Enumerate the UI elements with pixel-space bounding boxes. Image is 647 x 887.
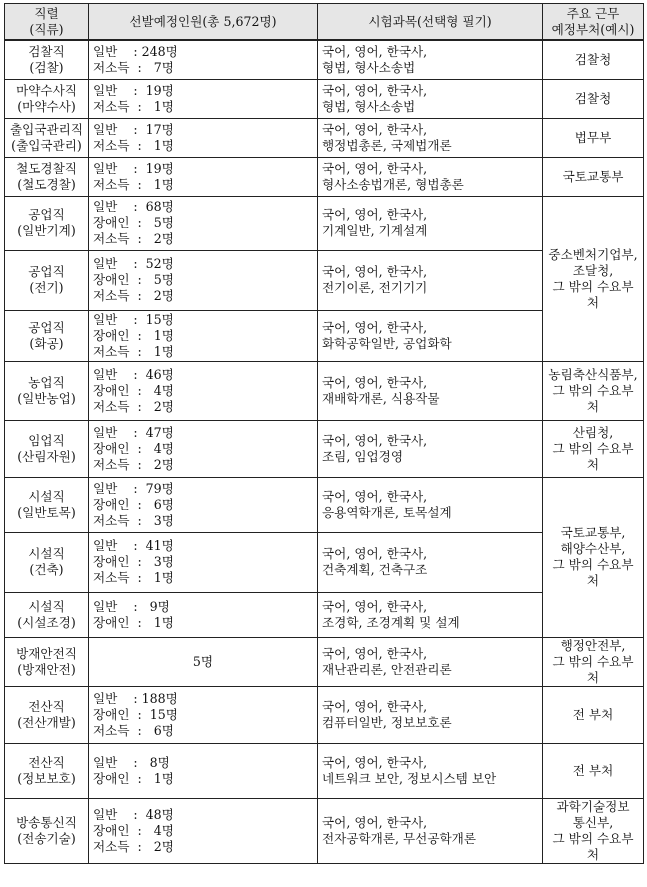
position-line: 공업직 bbox=[28, 264, 65, 279]
quota-line: 장애인 : 3명 bbox=[93, 554, 174, 569]
department-cell bbox=[543, 637, 644, 686]
quota-line: 일반 : 17명 bbox=[93, 121, 174, 137]
subjects-line: 형법, 형사소송법 bbox=[322, 98, 416, 114]
position-line: 공업직 bbox=[28, 207, 65, 222]
subjects-line: 국어, 영어, 한국사, bbox=[322, 645, 428, 661]
quota-cell bbox=[89, 477, 318, 532]
position-line: (마약수사) bbox=[17, 98, 76, 114]
quota-cell bbox=[89, 637, 318, 686]
department-line: 전 부처 bbox=[572, 706, 614, 722]
department-cell bbox=[543, 118, 644, 157]
subjects-line: 재난관리론, 안전관리론 bbox=[322, 661, 452, 677]
position-cell bbox=[5, 361, 89, 420]
subjects-line: 국어, 영어, 한국사, bbox=[322, 488, 428, 504]
department-line: 행정안전부, bbox=[560, 637, 626, 653]
quota-line: 장애인 : 4명 bbox=[93, 822, 174, 838]
subjects-line: 기계일반, 기계설계 bbox=[322, 223, 428, 238]
subjects-cell bbox=[318, 532, 543, 592]
quota-line: 저소득 : 1명 bbox=[93, 343, 174, 359]
subjects-line: 국어, 영어, 한국사, bbox=[322, 698, 428, 714]
department-line: 농림축산식품부, bbox=[548, 366, 638, 382]
subjects-line: 형사소송법개론, 형법총론 bbox=[322, 176, 464, 192]
position-line: (전기) bbox=[29, 280, 64, 295]
department-cell bbox=[543, 798, 644, 863]
position-line: (철도경찰) bbox=[17, 176, 76, 192]
exam-table bbox=[4, 3, 644, 864]
quota-line: 장애인 : 15명 bbox=[93, 706, 178, 722]
position-line: (일반농업) bbox=[17, 390, 76, 406]
table-row bbox=[5, 79, 644, 118]
subjects-line: 응용역학개론, 토목설계 bbox=[322, 504, 452, 520]
position-line: (검찰) bbox=[29, 59, 64, 75]
header-subjects bbox=[318, 4, 543, 41]
header-department-line: 주요 근무 bbox=[566, 5, 620, 21]
quota-line: 일반 : 15명 bbox=[93, 311, 174, 327]
position-line: (시설조경) bbox=[17, 614, 76, 630]
quota-line: 저소득 : 3명 bbox=[93, 512, 174, 528]
quota-cell bbox=[89, 40, 318, 79]
subjects-line: 국어, 영어, 한국사, bbox=[322, 160, 428, 176]
quota-cell bbox=[89, 532, 318, 592]
department-line: 해양수산부, bbox=[560, 541, 626, 556]
subjects-line: 건축계획, 건축구조 bbox=[322, 562, 428, 577]
subjects-cell bbox=[318, 79, 543, 118]
header-position bbox=[5, 4, 89, 41]
header-position-line: 직렬 bbox=[34, 5, 59, 21]
quota-line: 일반 : 68명 bbox=[93, 199, 174, 214]
subjects-line: 국어, 영어, 한국사, bbox=[322, 207, 428, 222]
subjects-cell bbox=[318, 40, 543, 79]
quota-cell bbox=[89, 798, 318, 863]
position-line: (일반토목) bbox=[17, 504, 76, 520]
position-line: (화공) bbox=[29, 335, 64, 351]
quota-line: 저소득 : 2명 bbox=[93, 231, 174, 246]
department-line: 검찰청 bbox=[574, 51, 612, 67]
department-line: 그 밖의 수요부처 bbox=[552, 830, 634, 862]
quota-line: 일반 : 188명 bbox=[93, 690, 178, 706]
quota-line: 저소득 : 2명 bbox=[93, 398, 174, 414]
department-cell bbox=[543, 79, 644, 118]
position-cell bbox=[5, 196, 89, 250]
quota-line: 장애인 : 5명 bbox=[93, 272, 174, 287]
subjects-line: 국어, 영어, 한국사, bbox=[322, 432, 428, 448]
subjects-cell bbox=[318, 361, 543, 420]
quota-line: 일반 : 52명 bbox=[93, 256, 174, 271]
quota-line: 저소득 : 1명 bbox=[93, 570, 174, 585]
table-row bbox=[5, 637, 644, 686]
header-quota-line: 선발예정인원(총 5,672명) bbox=[129, 13, 277, 29]
position-line: (방재안전) bbox=[17, 661, 76, 677]
position-line: 전산직 bbox=[28, 754, 65, 770]
position-line: 시설직 bbox=[28, 598, 65, 614]
position-line: (산림자원) bbox=[17, 448, 76, 464]
quota-line: 일반 : 79명 bbox=[93, 480, 174, 496]
position-cell bbox=[5, 798, 89, 863]
header-quota bbox=[89, 4, 318, 41]
position-line: 철도경찰직 bbox=[16, 160, 77, 176]
quota-line: 저소득 : 2명 bbox=[93, 288, 174, 303]
quota-cell bbox=[89, 686, 318, 743]
quota-line: 저소득 : 1명 bbox=[93, 176, 174, 192]
table-row bbox=[5, 40, 644, 79]
quota-line: 장애인 : 6명 bbox=[93, 496, 174, 512]
position-line: 시설직 bbox=[28, 488, 65, 504]
table-row bbox=[5, 743, 644, 798]
quota-line: 저소득 : 7명 bbox=[93, 59, 174, 75]
quota-line: 장애인 : 1명 bbox=[93, 770, 174, 786]
position-cell bbox=[5, 477, 89, 532]
subjects-line: 국어, 영어, 한국사, bbox=[322, 319, 428, 335]
department-cell bbox=[543, 196, 644, 361]
department-cell bbox=[543, 361, 644, 420]
position-cell bbox=[5, 40, 89, 79]
quota-line: 일반 : 19명 bbox=[93, 160, 174, 176]
table-row bbox=[5, 118, 644, 157]
department-cell bbox=[543, 743, 644, 798]
position-cell bbox=[5, 310, 89, 361]
subjects-cell bbox=[318, 310, 543, 361]
quota-line: 장애인 : 5명 bbox=[93, 215, 174, 230]
department-line: 검찰청 bbox=[574, 90, 612, 106]
subjects-line: 국어, 영어, 한국사, bbox=[322, 374, 428, 390]
quota-line: 5명 bbox=[192, 653, 214, 669]
position-cell bbox=[5, 250, 89, 310]
quota-line: 일반 : 19명 bbox=[93, 82, 174, 98]
quota-line: 저소득 : 2명 bbox=[93, 838, 174, 854]
position-line: 전산직 bbox=[28, 698, 65, 714]
subjects-line: 조경학, 조경계획 및 설계 bbox=[322, 614, 460, 630]
quota-line: 일반 : 9명 bbox=[93, 598, 170, 614]
table-row bbox=[5, 686, 644, 743]
position-line: 마약수사직 bbox=[16, 82, 77, 98]
quota-line: 일반 : 47명 bbox=[93, 424, 174, 440]
subjects-line: 국어, 영어, 한국사, bbox=[322, 121, 428, 137]
subjects-line: 조림, 임업경영 bbox=[322, 448, 403, 464]
subjects-line: 국어, 영어, 한국사, bbox=[322, 814, 428, 830]
subjects-line: 전기이론, 전기기기 bbox=[322, 280, 428, 295]
department-cell bbox=[543, 420, 644, 477]
department-cell bbox=[543, 686, 644, 743]
table-row bbox=[5, 196, 644, 250]
quota-line: 일반 : 41명 bbox=[93, 538, 174, 553]
department-cell bbox=[543, 157, 644, 196]
position-line: (일반기계) bbox=[17, 223, 76, 238]
position-line: 공업직 bbox=[28, 319, 65, 335]
position-line: 출입국관리직 bbox=[10, 121, 83, 137]
position-cell bbox=[5, 532, 89, 592]
subjects-cell bbox=[318, 743, 543, 798]
subjects-cell bbox=[318, 798, 543, 863]
subjects-line: 재배학개론, 식용작물 bbox=[322, 390, 440, 406]
table-header-row bbox=[5, 4, 644, 41]
table-row bbox=[5, 798, 644, 863]
quota-cell bbox=[89, 361, 318, 420]
quota-cell bbox=[89, 157, 318, 196]
quota-cell bbox=[89, 79, 318, 118]
subjects-line: 국어, 영어, 한국사, bbox=[322, 754, 428, 770]
subjects-line: 형법, 형사소송법 bbox=[322, 59, 416, 75]
department-line: 법무부 bbox=[574, 129, 612, 145]
position-cell bbox=[5, 637, 89, 686]
table-body bbox=[5, 40, 644, 863]
quota-line: 저소득 : 1명 bbox=[93, 98, 174, 114]
department-cell bbox=[543, 40, 644, 79]
subjects-line: 국어, 영어, 한국사, bbox=[322, 82, 428, 98]
department-line: 그 밖의 수요부처 bbox=[552, 557, 634, 588]
department-line: 그 밖의 수요부처 bbox=[552, 440, 634, 472]
subjects-line: 전자공학개론, 무선공학개론 bbox=[322, 830, 476, 846]
quota-line: 장애인 : 4명 bbox=[93, 440, 174, 456]
position-cell bbox=[5, 420, 89, 477]
quota-cell bbox=[89, 250, 318, 310]
quota-line: 일반 : 8명 bbox=[93, 754, 170, 770]
subjects-cell bbox=[318, 157, 543, 196]
subjects-cell bbox=[318, 637, 543, 686]
department-line: 전 부처 bbox=[572, 762, 614, 778]
table-row bbox=[5, 420, 644, 477]
subjects-line: 컴퓨터일반, 정보보호론 bbox=[322, 714, 452, 730]
subjects-cell bbox=[318, 686, 543, 743]
subjects-line: 국어, 영어, 한국사, bbox=[322, 546, 428, 561]
position-line: (출입국관리) bbox=[11, 137, 82, 153]
quota-cell bbox=[89, 420, 318, 477]
header-subjects-line: 시험과목(선택형 필기) bbox=[368, 13, 492, 29]
position-cell bbox=[5, 118, 89, 157]
subjects-line: 국어, 영어, 한국사, bbox=[322, 264, 428, 279]
department-line: 산림청, bbox=[572, 424, 614, 440]
department-cell bbox=[543, 477, 644, 637]
department-line: 통신부, bbox=[572, 814, 614, 830]
position-line: 방송통신직 bbox=[16, 814, 77, 830]
subjects-cell bbox=[318, 250, 543, 310]
position-line: 검찰직 bbox=[28, 43, 65, 59]
position-cell bbox=[5, 686, 89, 743]
department-line: 그 밖의 수요부처 bbox=[552, 278, 634, 310]
header-department-line: 예정부처(예시) bbox=[551, 21, 635, 37]
table-row bbox=[5, 477, 644, 532]
position-line: 임업직 bbox=[28, 432, 65, 448]
subjects-cell bbox=[318, 196, 543, 250]
subjects-line: 국어, 영어, 한국사, bbox=[322, 598, 428, 614]
quota-line: 일반 : 48명 bbox=[93, 806, 174, 822]
quota-line: 장애인 : 1명 bbox=[93, 327, 174, 343]
position-cell bbox=[5, 79, 89, 118]
subjects-cell bbox=[318, 592, 543, 637]
quota-line: 일반 : 46명 bbox=[93, 366, 174, 382]
position-line: (정보보호) bbox=[17, 770, 76, 786]
department-line: 과학기술정보 bbox=[556, 798, 630, 814]
quota-cell bbox=[89, 196, 318, 250]
quota-cell bbox=[89, 592, 318, 637]
position-line: (건축) bbox=[29, 562, 64, 577]
subjects-line: 화학공학일반, 공업화학 bbox=[322, 335, 452, 351]
department-line: 국토교통부 bbox=[562, 168, 624, 184]
quota-cell bbox=[89, 118, 318, 157]
position-cell bbox=[5, 592, 89, 637]
department-line: 그 밖의 수요부처 bbox=[552, 653, 634, 685]
position-cell bbox=[5, 743, 89, 798]
position-line: 농업직 bbox=[28, 374, 65, 390]
department-line: 국토교통부, bbox=[560, 525, 626, 540]
department-line: 중소벤처기업부, bbox=[548, 246, 638, 262]
position-line: (전산개발) bbox=[17, 714, 76, 730]
quota-line: 저소득 : 6명 bbox=[93, 722, 174, 738]
subjects-cell bbox=[318, 477, 543, 532]
department-line: 그 밖의 수요부처 bbox=[552, 382, 634, 414]
position-cell bbox=[5, 157, 89, 196]
quota-line: 저소득 : 1명 bbox=[93, 137, 174, 153]
subjects-line: 국어, 영어, 한국사, bbox=[322, 43, 428, 59]
header-position-line: (직류) bbox=[29, 21, 64, 37]
department-line: 조달청, bbox=[572, 262, 614, 278]
quota-line: 장애인 : 4명 bbox=[93, 382, 174, 398]
subjects-cell bbox=[318, 420, 543, 477]
subjects-cell bbox=[318, 118, 543, 157]
quota-line: 일반 : 248명 bbox=[93, 43, 178, 59]
subjects-line: 행정법총론, 국제법개론 bbox=[322, 137, 452, 153]
table-row bbox=[5, 157, 644, 196]
quota-line: 저소득 : 2명 bbox=[93, 456, 174, 472]
header-department bbox=[543, 4, 644, 41]
table-row bbox=[5, 361, 644, 420]
position-line: 시설직 bbox=[28, 546, 65, 561]
quota-line: 장애인 : 1명 bbox=[93, 614, 174, 630]
quota-cell bbox=[89, 310, 318, 361]
position-line: 방재안전직 bbox=[16, 645, 77, 661]
position-line: (전송기술) bbox=[17, 830, 76, 846]
subjects-line: 네트워크 보안, 정보시스템 보안 bbox=[322, 770, 497, 786]
quota-cell bbox=[89, 743, 318, 798]
